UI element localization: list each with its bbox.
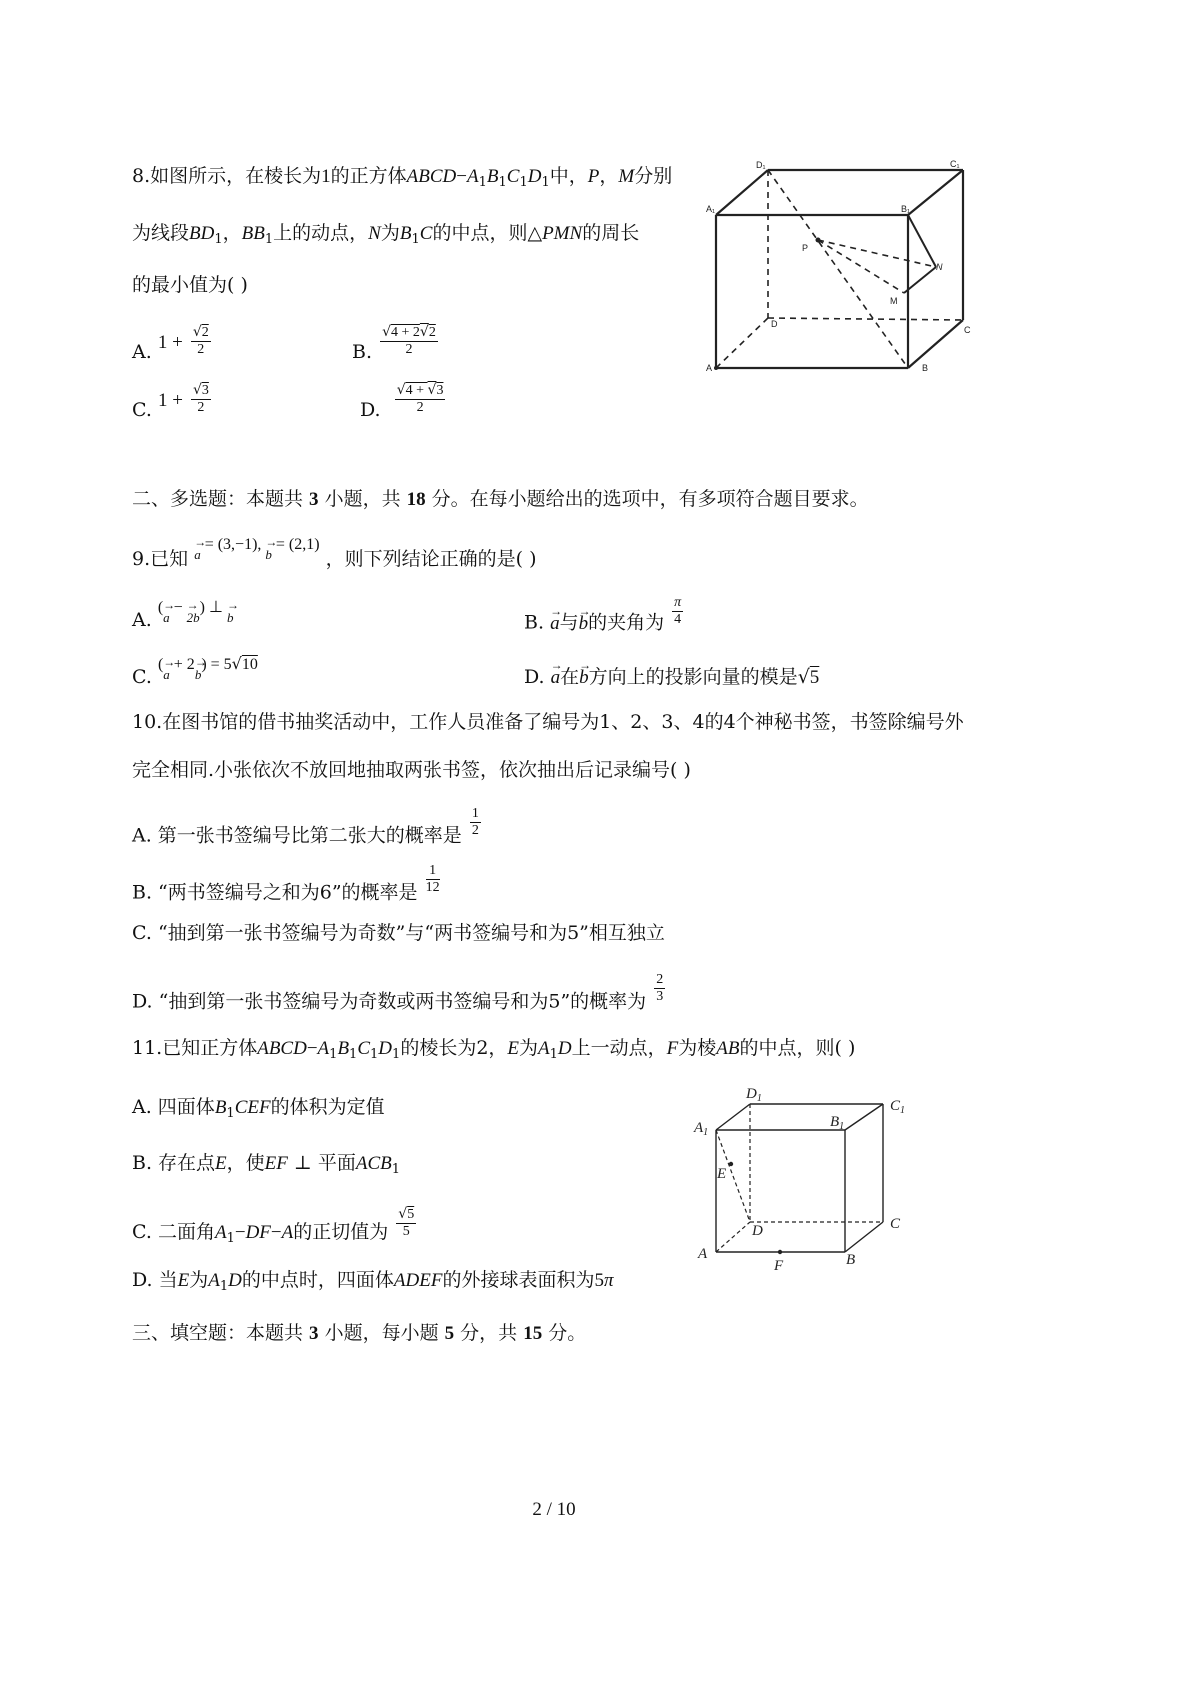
- section3-heading: 三、填空题：本题共 3 小题，每小题 5 分，共 15 分。: [132, 1322, 587, 1344]
- q8-label-d: D: [771, 319, 778, 329]
- q11-label-c: C: [890, 1216, 901, 1232]
- q8-label-d1: D₁: [756, 160, 766, 170]
- q10-stem-line1: 10.在图书馆的借书抽奖活动中，工作人员准备了编号为1、2、3、4的4个神秘书签，书签除编号外: [132, 711, 964, 733]
- q11-label-b: B: [846, 1252, 856, 1268]
- q11-option-b[interactable]: B. 存在点E，使EF ⊥ 平面$ACB_1$: [132, 1152, 401, 1177]
- q8-option-c[interactable]: C. 1 + $\frac{√3}{2}$: [132, 382, 209, 421]
- page-number: 2 / 10: [532, 1499, 576, 1520]
- q9-option-a[interactable]: A. $^{(\to a - \to 2b) \perp \to b}$: [132, 607, 233, 635]
- q8-option-d[interactable]: D. $\frac{√4 + √3}{2}$: [360, 382, 444, 421]
- q8-option-b[interactable]: B. $\frac{√4 + 2√2}{2}$: [352, 324, 436, 363]
- q8-stem-line3: 的最小值为( ): [132, 274, 248, 296]
- q8-stem-line2: 为线段$BD_1$，$BB_1$上的动点，N为$B_1C$的中点，则△PMN的周长: [132, 222, 640, 247]
- q10-stem-line2: 完全相同.小张依次不放回地抽取两张书签，依次抽出后记录编号( ): [132, 759, 691, 781]
- q11-cube-figure: [690, 1082, 920, 1272]
- q8-label-c: C: [964, 325, 971, 335]
- q8-cube-figure: [700, 150, 980, 380]
- q11-label-c1: $C_1$: [890, 1098, 906, 1116]
- q9-option-d[interactable]: D. → a在→ b方向上的投影向量的模是√5: [524, 664, 819, 691]
- q10-option-a[interactable]: A. 第一张书签编号比第二张大的概率是 $\frac{1}{2}$: [132, 806, 479, 847]
- q8-label-n: N: [936, 262, 943, 272]
- q11-option-d[interactable]: D. 当E为$A_1D$的中点时，四面体ADEF的外接球表面积为5π: [132, 1269, 614, 1294]
- q8-label-c1: C₁: [950, 159, 960, 169]
- q8-option-a[interactable]: A. 1 + $\frac{√2}{2}$: [132, 324, 209, 363]
- q9-option-c[interactable]: C. $^{(\to a + 2\to b) = 5√10}$: [132, 664, 258, 692]
- q10-option-b[interactable]: B. “两书签编号之和为6”的概率是 $\frac{1}{12}$: [132, 863, 440, 904]
- q11-label-b1: $B_1$: [830, 1114, 845, 1132]
- q11-label-d1: $D_1$: [746, 1086, 762, 1104]
- q10-option-c[interactable]: C. “抽到第一张书签编号为奇数”与“两书签编号和为5”相互独立: [132, 922, 665, 944]
- q8-label-a1: A₁: [706, 204, 716, 214]
- q8-label-b1: B₁: [901, 204, 911, 214]
- section2-heading: 二、多选题：本题共 3 小题，共 18 分。在每小题给出的选项中，有多项符合题目要求。: [132, 488, 869, 510]
- q11-option-c[interactable]: C. 二面角$A_1-DF-A$的正切值为 $\frac{√5}{5}$: [132, 1206, 415, 1246]
- q8-stem-line1: 8.如图所示，在棱长为1的正方体$ABCD-A_1B_1C_1D_1$中，P，M分别: [132, 165, 673, 190]
- q11-stem: 11.已知正方体$ABCD-A_1B_1C_1D_1$的棱长为2，E为$A_1D$上一动点，F为棱AB的中点，则( ): [132, 1037, 856, 1062]
- q11-label-a: A: [698, 1246, 708, 1262]
- q8-label-m: M: [890, 296, 898, 306]
- q11-option-a[interactable]: A. 四面体$B_1CEF$的体积为定值: [132, 1096, 385, 1121]
- q8-label-p: P: [802, 243, 809, 253]
- q9-stem: 9.已知 → $^{a = (3,-1), \to b = (2,1)}$ ，则下列结论正确的是( ): [132, 546, 537, 574]
- q8-label-b: B: [922, 363, 929, 373]
- q11-label-d: D: [752, 1223, 763, 1239]
- q8-label-a: A: [706, 363, 713, 373]
- q10-option-d[interactable]: D. “抽到第一张书签编号为奇数或两书签编号和为5”的概率为 $\frac{2}{3}$: [132, 972, 664, 1013]
- q11-label-f: F: [774, 1258, 784, 1272]
- q11-label-a1: $A_1$: [694, 1120, 709, 1138]
- q9-option-b[interactable]: B. → a与→ b的夹角为 $\frac{\pi}{4}$: [524, 607, 685, 640]
- q11-label-e: E: [717, 1166, 727, 1182]
